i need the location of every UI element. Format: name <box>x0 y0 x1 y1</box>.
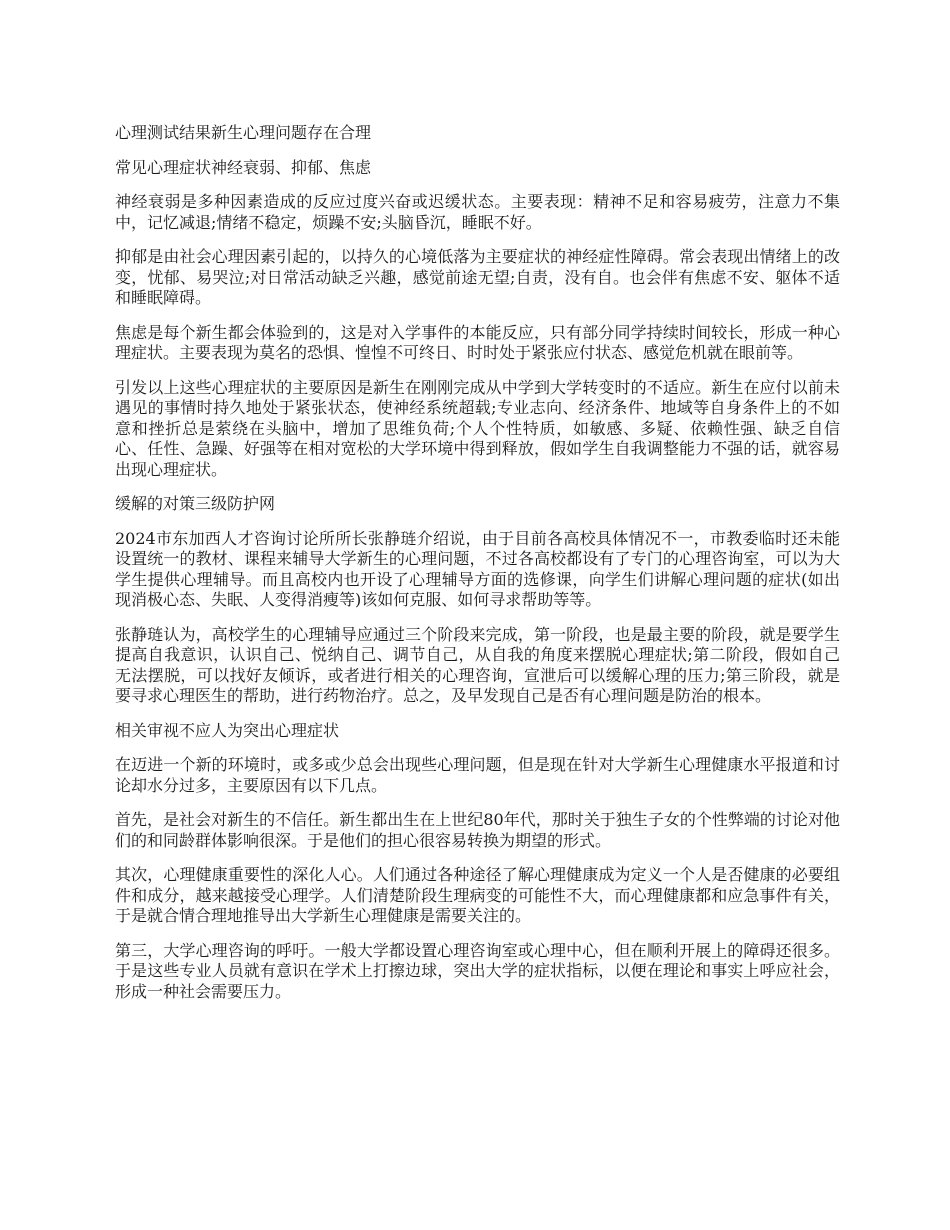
paragraph: 2024市东加西人才咨询讨论所所长张静琏介绍说，由于目前各高校具体情况不一，市教委临时还未能设置统一的教材、课程来辅导大学新生的心理问题，不过各高校都设有了专门的心理咨询室，可以为大学生提供心理辅导。而且高校内也开设了心理辅导方面的选修课，向学生们讲解心理问题的症状(如出现消极心态、失眠、人变得消瘦等)该如何克服、如何寻求帮助等等。 <box>115 528 840 609</box>
paragraph: 在迈进一个新的环境时，或多或少总会出现些心理问题，但是现在针对大学新生心理健康水平报道和讨论却水分过多，主要原因有以下几点。 <box>115 755 840 795</box>
section-heading: 缓解的对策三级防护网 <box>115 494 276 513</box>
document-title: 心理测试结果新生心理问题存在合理 <box>115 123 372 142</box>
paragraph: 抑郁是由社会心理因素引起的，以持久的心境低落为主要症状的神经症性障碍。常会表现出情绪上的改变，忧郁、易哭泣;对日常活动缺乏兴趣，感觉前途无望;自责，没有自。也会伴有焦虑不安、躯体不适和睡眠障碍。 <box>115 247 840 307</box>
paragraph: 神经衰弱是多种因素造成的反应过度兴奋或迟缓状态。主要表现：精神不足和容易疲劳，注意力不集中，记忆减退;情绪不稳定，烦躁不安;头脑昏沉，睡眠不好。 <box>115 192 840 232</box>
paragraph: 第三，大学心理咨询的呼吁。一般大学都设置心理咨询室或心理中心，但在顺利开展上的障碍还很多。于是这些专业人员就有意识在学术上打擦边球，突出大学的症状指标，以便在理论和事实上呼应社会，形成一种社会需要压力。 <box>115 940 840 1001</box>
document-body <box>115 123 840 1016</box>
paragraph: 其次，心理健康重要性的深化人心。人们通过各种途径了解心理健康成为定义一个人是否健康的必要组件和成分，越来越接受心理学。人们清楚阶段生理病变的可能性不大，而心理健康都和应急事件有关，于是就合情合理地推导出大学新生心理健康是需要关注的。 <box>115 865 840 925</box>
paragraph: 首先，是社会对新生的不信任。新生都出生在上世纪80年代，那时关于独生子女的个性弊端的讨论对他们的和同龄群体影响很深。于是他们的担心很容易转换为期望的形式。 <box>115 810 840 850</box>
section-heading: 常见心理症状神经衰弱、抑郁、焦虑 <box>115 157 372 177</box>
paragraph: 焦虑是每个新生都会体验到的，这是对入学事件的本能反应，只有部分同学持续时间较长，形成一种心理症状。主要表现为莫名的恐惧、惶惶不可终日、时时处于紧张应付状态、感觉危机就在眼前等。 <box>115 322 840 362</box>
paragraph: 引发以上这些心理症状的主要原因是新生在刚刚完成从中学到大学转变时的不适应。新生在应付以前未遇见的事情时持久地处于紧张状态，使神经系统超载;专业志向、经济条件、地域等自身条件上的不如意和挫折总是萦绕在头脑中，增加了思维负荷;个人个性特质，如敏感、多疑、依赖性强、缺乏自信心、任性、急躁、好强等在相对宽松的大学环境中得到释放，假如学生自我调整能力不强的话，就容易出现心理症状。 <box>115 377 840 479</box>
section-heading: 相关审视不应人为突出心理症状 <box>115 720 340 740</box>
paragraph: 张静琏认为，高校学生的心理辅导应通过三个阶段来完成，第一阶段，也是最主要的阶段，就是要学生提高自我意识，认识自己、悦纳自己、调节自己，从自我的角度来摆脱心理症状;第二阶段，假如自己无法摆脱，可以找好友倾诉，或者进行相关的心理咨询，宣泄后可以缓解心理的压力;第三阶段，就是要寻求心理医生的帮助，进行药物治疗。总之，及早发现自己是否有心理问题是防治的根本。 <box>115 624 840 705</box>
